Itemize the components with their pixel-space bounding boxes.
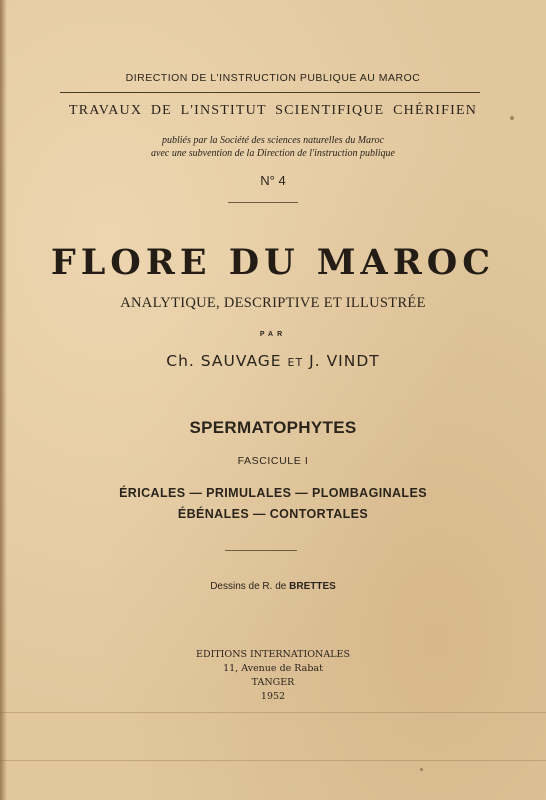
publication-note-line-1: publiés par la Société des sciences naturelles du Maroc xyxy=(162,135,384,146)
publisher-block xyxy=(0,648,546,704)
publisher-address: 11, Avenue de Rabat xyxy=(223,663,323,674)
publication-year: 1952 xyxy=(260,691,286,702)
author-2-name: J. VINDT xyxy=(309,352,380,370)
paper-crease xyxy=(0,712,546,713)
illustrator-prefix: Dessins de R. de xyxy=(210,581,287,592)
book-subtitle: ANALYTIQUE, DESCRIPTIVE ET ILLUSTRÉE xyxy=(120,295,426,311)
by-label: PAR xyxy=(259,331,287,338)
issuing-authority: DIRECTION DE L'INSTRUCTION PUBLIQUE AU MAROC xyxy=(125,72,421,84)
author-conjunction: ET xyxy=(287,356,304,369)
series-title: TRAVAUX DE L'INSTITUT SCIENTIFIQUE CHÉRIFIEN xyxy=(68,103,478,118)
book-title: FLORE DU MAROC xyxy=(50,242,496,283)
publisher-name: EDITIONS INTERNATIONALES xyxy=(196,649,350,660)
ink-spot xyxy=(510,116,514,120)
ink-spot xyxy=(420,768,423,771)
illustrator-name: BRETTES xyxy=(289,581,336,592)
orders-line-1: ÉRICALES — PRIMULALES — PLOMBAGINALES xyxy=(119,486,427,500)
publisher-city: TANGER xyxy=(251,677,295,688)
orders-line-2: ÉBÉNALES — CONTORTALES xyxy=(177,507,369,521)
volume-number: N° 4 xyxy=(260,173,286,188)
publication-note-line-2: avec une subvention de la Direction de l'instruction publique xyxy=(151,148,395,159)
authors xyxy=(0,352,546,370)
author-1-name: SAUVAGE xyxy=(200,352,282,370)
divider-rule xyxy=(228,202,298,203)
fascicule-label: FASCICULE I xyxy=(237,455,309,467)
illustrator-credit xyxy=(0,581,546,592)
divider-rule-lower xyxy=(225,550,297,551)
header-rule xyxy=(60,92,480,93)
publication-note xyxy=(0,134,546,160)
author-1-initial: Ch. xyxy=(166,352,195,370)
section-title: SPERMATOPHYTES xyxy=(189,418,357,437)
paper-crease xyxy=(0,760,546,761)
